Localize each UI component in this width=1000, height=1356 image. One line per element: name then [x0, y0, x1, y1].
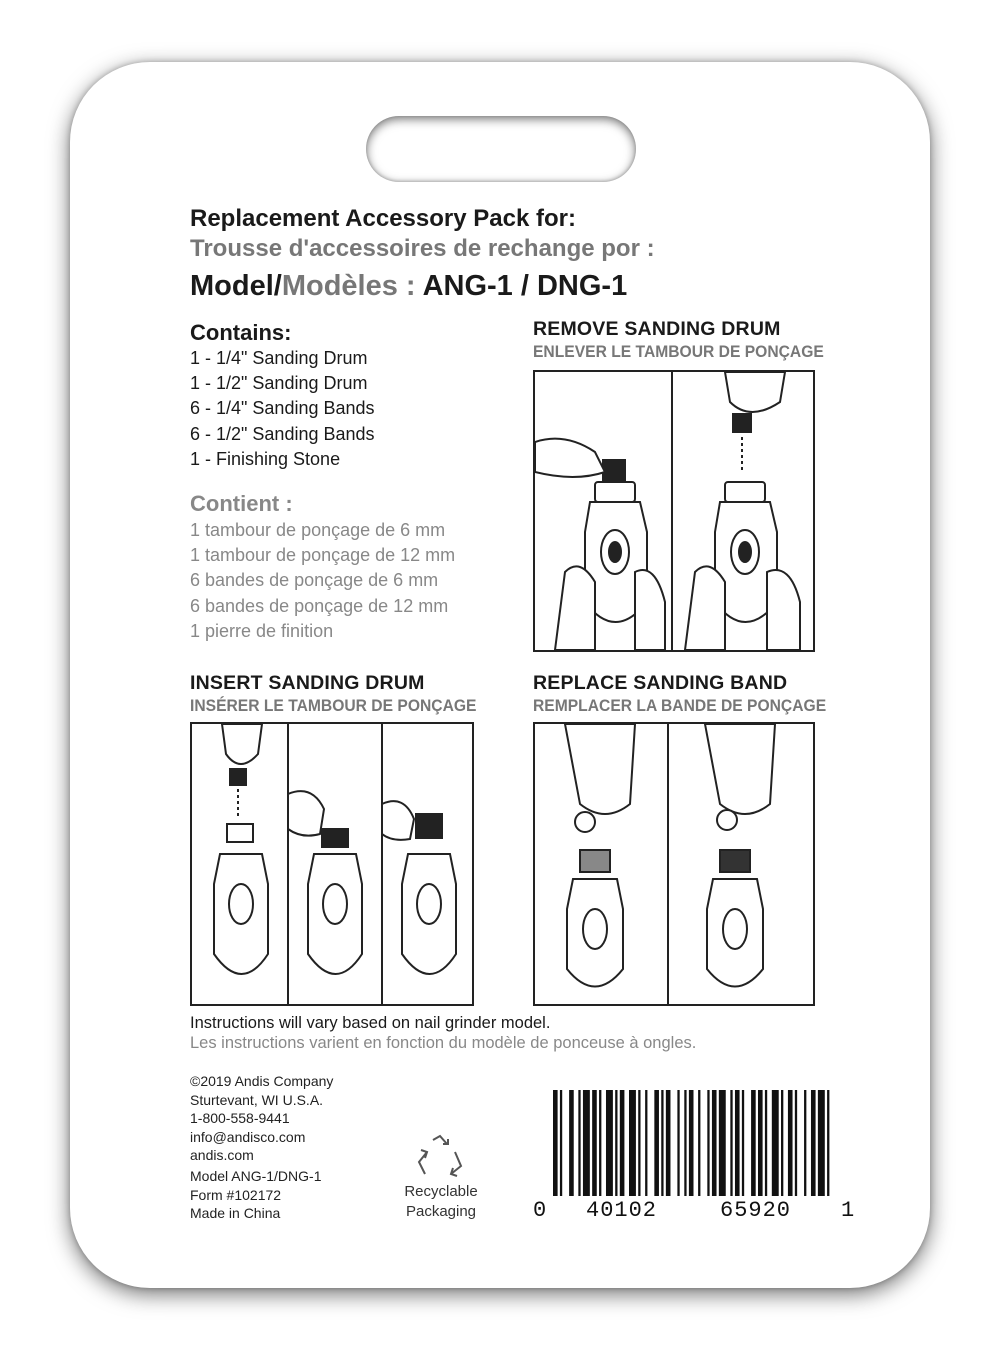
barcode-bar: [654, 1090, 659, 1196]
copyright: ©2019 Andis Company: [190, 1073, 334, 1089]
form-number: Form #102172: [190, 1186, 282, 1203]
location: Sturtevant, WI U.S.A.: [190, 1091, 324, 1108]
list-item: 6 bandes de ponçage de 6 mm: [190, 570, 439, 591]
insert-steps-svg: [192, 724, 472, 1004]
grinder-illustration: [535, 439, 665, 650]
barcode-bar: [583, 1090, 590, 1196]
barcode-bar: [698, 1090, 700, 1196]
model-prefix-fr: Modèles :: [281, 270, 416, 302]
recycle-line2: Packaging: [405, 1203, 477, 1220]
barcode-bar: [811, 1090, 816, 1196]
note-en: Instructions will vary based on nail grinder model.: [190, 1014, 551, 1032]
model-numbers: ANG-1 / DNG-1: [422, 270, 628, 302]
recycle-label: [398, 1182, 484, 1222]
grinder-illustration: [565, 724, 635, 987]
contient-title: Contient :: [190, 491, 293, 516]
replace-title-en: REPLACE SANDING BAND: [533, 672, 788, 694]
remove-title-fr: ENLEVER LE TAMBOUR DE PONÇAGE: [533, 342, 824, 361]
barcode-bar: [629, 1090, 636, 1196]
model-line: [190, 270, 627, 303]
website: andis.com: [190, 1147, 254, 1163]
title-en: Replacement Accessory Pack for:: [190, 205, 576, 232]
list-item: 1 tambour de ponçage de 12 mm: [190, 545, 456, 566]
list-item: 1 - Finishing Stone: [190, 448, 341, 469]
barcode-bar: [719, 1090, 726, 1196]
barcode-bar: [804, 1090, 806, 1196]
contient-list: [190, 518, 455, 644]
barcode-bar: [638, 1090, 640, 1196]
grinder-illustration: [382, 801, 456, 974]
origin: Made in China: [190, 1205, 281, 1221]
list-item: 6 - 1/2" Sanding Bands: [190, 423, 375, 444]
phone: 1-800-558-9441: [190, 1110, 290, 1126]
barcode-bar: [751, 1090, 756, 1196]
replace-title-fr: REMPLACER LA BANDE DE PONÇAGE: [533, 696, 827, 715]
replace-illustration: [533, 722, 815, 1006]
contains-list: [190, 346, 375, 472]
barcode-bar: [758, 1090, 763, 1196]
recycle-line1: Recyclable: [404, 1183, 478, 1200]
barcode-group-1: 40102: [586, 1198, 658, 1223]
contains-title: Contains:: [190, 320, 292, 345]
barcode-bar: [818, 1090, 825, 1196]
grinder-illustration: [705, 724, 775, 987]
list-item: 1 - 1/2" Sanding Drum: [190, 373, 368, 394]
barcode-bar: [742, 1090, 744, 1196]
barcode-bar: [772, 1090, 779, 1196]
barcode-bar: [620, 1090, 625, 1196]
grinder-illustration: [214, 724, 268, 974]
barcode-bar: [666, 1090, 671, 1196]
barcode-bar: [606, 1090, 613, 1196]
barcode-bar: [599, 1090, 601, 1196]
model-prefix: Model/: [190, 270, 282, 302]
barcode-bar: [569, 1090, 574, 1196]
replace-steps-svg: [535, 724, 813, 1004]
email: info@andisco.com: [190, 1128, 306, 1145]
barcode-bar: [645, 1090, 647, 1196]
model: Model ANG-1/DNG-1: [190, 1168, 322, 1184]
barcode-bar: [795, 1090, 797, 1196]
remove-title-en: REMOVE SANDING DRUM: [533, 318, 781, 340]
company-info: [190, 1072, 333, 1165]
list-item: 1 pierre de finition: [190, 620, 334, 641]
barcode-bar: [615, 1090, 617, 1196]
barcode-bar: [765, 1090, 767, 1196]
barcode-bar: [827, 1090, 829, 1196]
barcode-check-digit: 1: [841, 1198, 855, 1223]
barcode-bar: [578, 1090, 580, 1196]
barcode-bar: [712, 1090, 717, 1196]
barcode-bar: [788, 1090, 793, 1196]
barcode-group-2: 65920: [720, 1198, 792, 1223]
list-item: 6 bandes de ponçage de 12 mm: [190, 595, 449, 616]
title-fr: Trousse d'accessoires de rechange por :: [190, 235, 655, 262]
barcode: [553, 1090, 834, 1196]
barcode-bar: [781, 1090, 783, 1196]
recycle-icon: [415, 1134, 465, 1185]
barcode-bar: [677, 1090, 679, 1196]
barcode-bar: [553, 1090, 558, 1196]
list-item: 1 tambour de ponçage de 6 mm: [190, 520, 446, 540]
barcode-bar: [592, 1090, 597, 1196]
hang-hole: [366, 116, 636, 182]
product-info: [190, 1167, 321, 1223]
note-fr: Les instructions varient en fonction du modèle de ponceuse à ongles.: [190, 1034, 697, 1052]
barcode-bar: [661, 1090, 663, 1196]
grinder-illustration: [288, 791, 362, 974]
remove-illustration: [533, 370, 815, 652]
insert-title-en: INSERT SANDING DRUM: [190, 672, 425, 694]
barcode-bar: [735, 1090, 740, 1196]
remove-steps-svg: [535, 372, 813, 650]
barcode-bar: [707, 1090, 709, 1196]
list-item: 1 - 1/4" Sanding Drum: [190, 348, 368, 368]
barcode-bar: [684, 1090, 686, 1196]
barcode-bar: [689, 1090, 694, 1196]
grinder-illustration: [685, 372, 800, 650]
barcode-lead-digit: 0: [533, 1198, 547, 1223]
list-item: 6 - 1/4" Sanding Bands: [190, 398, 375, 419]
insert-illustration: [190, 722, 474, 1006]
insert-title-fr: INSÉRER LE TAMBOUR DE PONÇAGE: [190, 696, 477, 715]
barcode-bar: [560, 1090, 562, 1196]
barcode-bar: [730, 1090, 732, 1196]
